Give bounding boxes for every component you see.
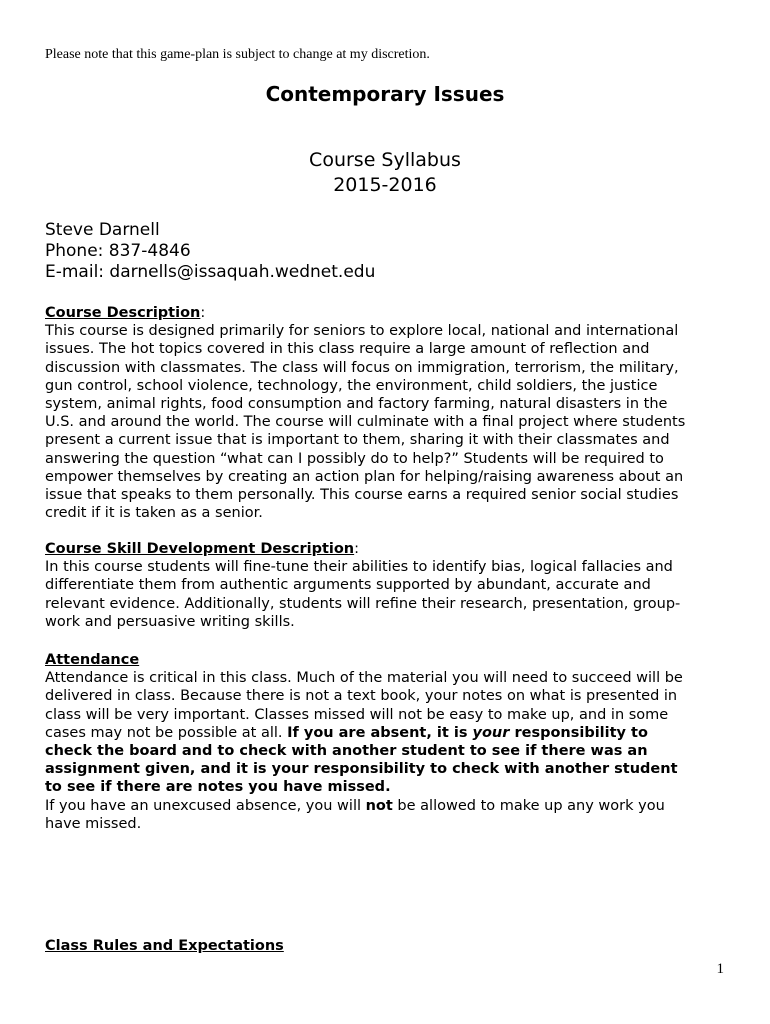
text-line: issue that speaks to them personally. This course earns a required senior social studies — [45, 487, 679, 504]
teacher-phone: Phone: 837-4846 — [45, 241, 191, 261]
text-line: empower themselves by creating an action plan for helping/raising awareness about an — [45, 468, 684, 485]
text-run-bold: not — [365, 797, 393, 814]
skill-development-heading: Course Skill Development Description — [45, 541, 355, 557]
attendance-heading: Attendance — [45, 652, 140, 668]
text-line: delivered in class. Because there is not a text book, your notes on what is presented in — [45, 688, 678, 705]
text-line: relevant evidence. Additionally, students will refine their research, presentation, group- — [45, 595, 681, 612]
text-line: have missed. — [45, 815, 142, 832]
text-line: gun control, school violence, technology, the environment, child soldiers, the justice — [45, 377, 658, 394]
text-line: assignment given, and it is your responsibility to check with another student — [45, 761, 678, 778]
text-line: class will be very important. Classes missed will not be easy to make up, and in some — [45, 706, 669, 723]
text-line: issues. The hot topics covered in this class require a large amount of reflection and — [45, 341, 650, 358]
course-description-text — [45, 322, 717, 522]
text-line: This course is designed primarily for seniors to explore local, national and international — [45, 323, 679, 340]
text-run-bold: If you are absent, it is — [287, 724, 473, 741]
text-run: cases may not be possible at all. — [45, 724, 288, 741]
heading-colon: : — [354, 541, 360, 557]
syllabus-label: Course Syllabus — [309, 149, 461, 171]
teacher-name: Steve Darnell — [45, 220, 160, 240]
course-description-heading: Course Description — [45, 305, 201, 321]
text-line — [45, 724, 717, 742]
text-line: credit if it is taken as a senior. — [45, 505, 263, 522]
class-rules-section — [45, 937, 717, 955]
text-line: system, animal rights, food consumption and factory farming, natural disasters in the — [45, 396, 668, 413]
text-line: answering the question “what can I possibly do to help?” Students will be required to — [45, 450, 664, 467]
attendance-section — [45, 651, 717, 833]
text-line: check the board and to check with another student to see if there was an — [45, 743, 648, 760]
attendance-text — [45, 669, 717, 833]
skill-development-section — [45, 540, 717, 631]
page-number: 1 — [716, 961, 724, 977]
text-run-bold-italic: your — [472, 724, 510, 741]
text-line: work and persuasive writing skills. — [45, 613, 295, 630]
teacher-email: E-mail: darnells@issaquah.wednet.edu — [45, 262, 376, 282]
heading-colon: : — [200, 305, 206, 321]
text-line: differentiate them from authentic arguments supported by abundant, accurate and — [45, 577, 651, 594]
text-line: present a current issue that is important to them, sharing it with their classmates and — [45, 432, 670, 449]
course-title: Contemporary Issues — [265, 82, 505, 106]
text-line: to see if there are notes you have missed. — [45, 779, 391, 796]
skill-development-text — [45, 558, 717, 631]
change-notice: Please note that this game-plan is subject to change at my discretion. — [45, 47, 430, 62]
text-run: If you have an unexcused absence, you will — [45, 797, 366, 814]
text-line: discussion with classmates. The class will focus on immigration, terrorism, the military, — [45, 359, 679, 376]
text-run-bold: responsibility to — [509, 724, 648, 741]
text-line — [45, 797, 717, 815]
class-rules-heading: Class Rules and Expectations — [45, 938, 284, 954]
text-line: Attendance is critical in this class. Much of the material you will need to succeed will be — [45, 670, 683, 687]
course-description-section — [45, 304, 717, 522]
school-year: 2015-2016 — [333, 174, 437, 196]
text-line: U.S. and around the world. The course will culminate with a final project where students — [45, 414, 686, 431]
text-run: be allowed to make up any work you — [392, 797, 665, 814]
text-line: In this course students will fine-tune their abilities to identify bias, logical fallacies and — [45, 559, 673, 576]
